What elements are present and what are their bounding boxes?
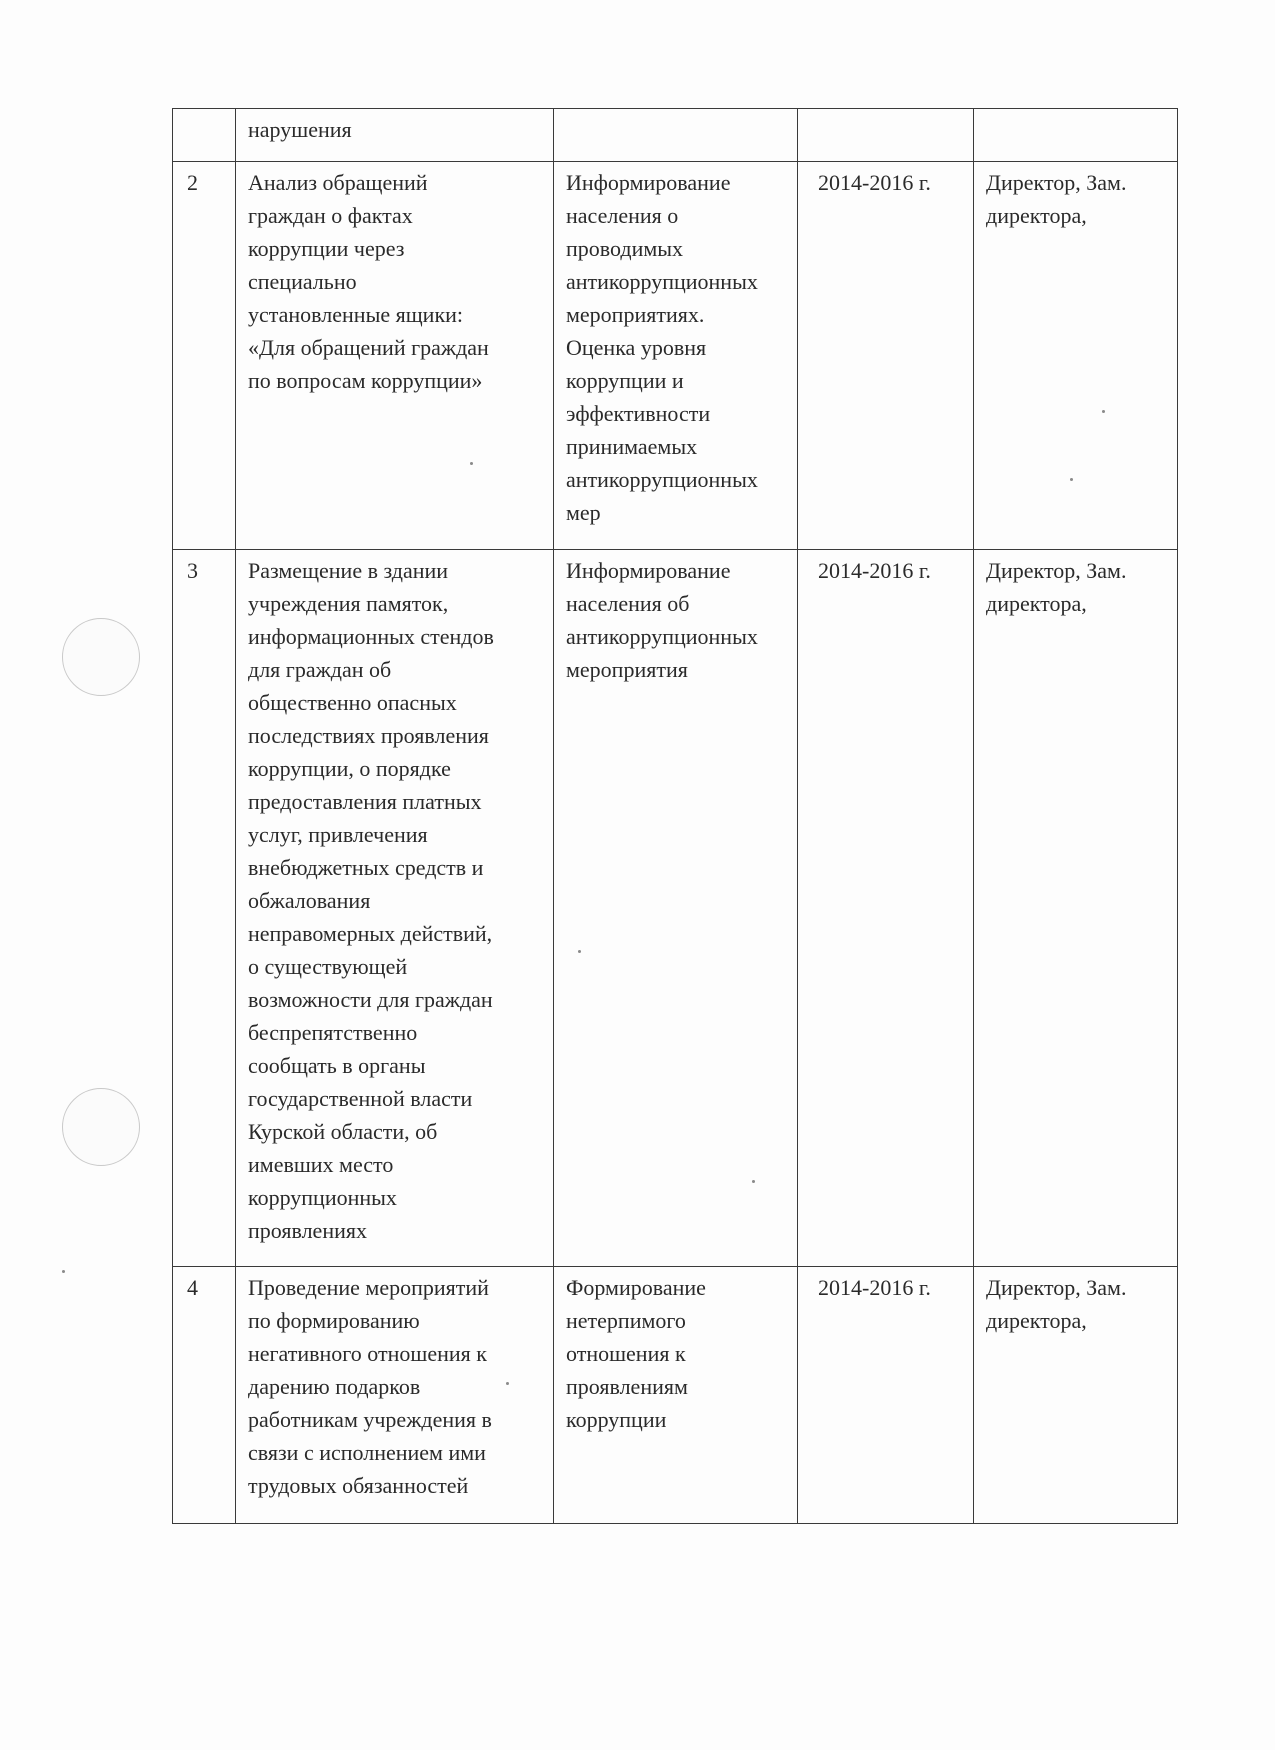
- period-cell: 2014-2016 г.: [798, 1267, 974, 1524]
- action-cell: Анализ обращений граждан о фактах коррупции через специально установленные ящики: «Для обращений граждан по вопросам коррупции»: [236, 162, 554, 550]
- period-cell: 2014-2016 г.: [798, 162, 974, 550]
- result-cell: [554, 109, 798, 162]
- table-row: [173, 109, 1178, 162]
- result-cell: Информирование населения об антикоррупционных мероприятия: [554, 550, 798, 1267]
- table-row: [173, 162, 1178, 550]
- row-number-cell: 2: [173, 162, 236, 550]
- result-cell: Формирование нетерпимого отношения к проявлениям коррупции: [554, 1267, 798, 1524]
- action-cell: Размещение в здании учреждения памяток, информационных стендов для граждан об общественно опасных последствиях проявления коррупции, о порядке предоставления платных услуг, привлечения внебюджетных средств и обжалования неправомерных действий, о существующей возможности для граждан беспрепятственно сообщать в органы государственной власти Курской области, об имевших место коррупционных проявлениях: [236, 550, 554, 1267]
- responsible-cell: Директор, Зам. директора,: [974, 550, 1178, 1267]
- action-cell: нарушения: [236, 109, 554, 162]
- period-cell: 2014-2016 г.: [798, 550, 974, 1267]
- responsible-cell: Директор, Зам. директора,: [974, 162, 1178, 550]
- punch-hole-upper: [62, 618, 140, 696]
- responsible-cell: Директор, Зам. директора,: [974, 1267, 1178, 1524]
- result-cell: Информирование населения о проводимых антикоррупционных мероприятиях. Оценка уровня коррупции и эффективности принимаемых антикоррупционных мер: [554, 162, 798, 550]
- table-row: [173, 1267, 1178, 1524]
- scan-speck: [62, 1270, 65, 1273]
- punch-hole-lower: [62, 1088, 140, 1166]
- row-number-cell: 4: [173, 1267, 236, 1524]
- action-cell: Проведение мероприятий по формированию негативного отношения к дарению подарков работникам учреждения в связи с исполнением ими трудовых обязанностей: [236, 1267, 554, 1524]
- row-number-cell: 3: [173, 550, 236, 1267]
- row-number-cell: [173, 109, 236, 162]
- period-cell: [798, 109, 974, 162]
- table-row: [173, 550, 1178, 1267]
- responsible-cell: [974, 109, 1178, 162]
- anticorruption-plan-table: [172, 108, 1178, 1524]
